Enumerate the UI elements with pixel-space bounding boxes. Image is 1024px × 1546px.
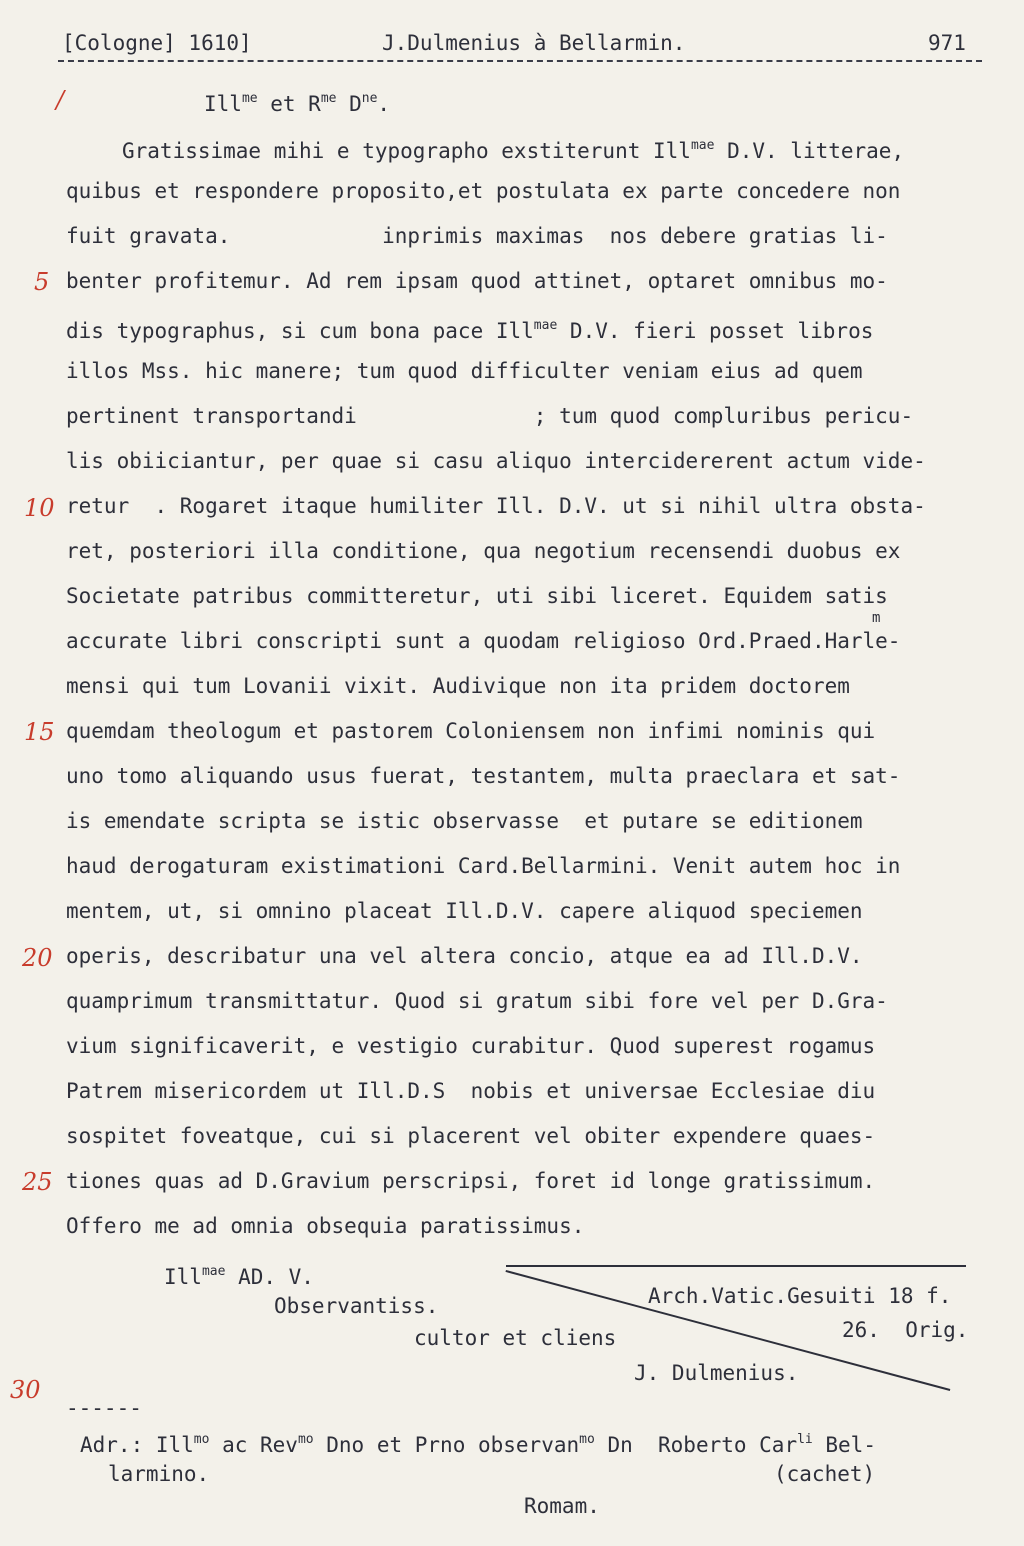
- closing-observantiss: Observantiss.: [274, 1294, 439, 1318]
- margin-number-10: 10: [24, 494, 55, 522]
- body-line-7: pertinent transportandi ; tum quod compluribus pericu-: [66, 404, 914, 428]
- margin-number-30: 30: [10, 1376, 41, 1404]
- body-line-20: quamprimum transmittatur. Quod si gratum sibi fore vel per D.Gra-: [66, 989, 888, 1013]
- archive-note-line-1: Arch.Vatic.Gesuiti 18 f.: [648, 1284, 952, 1308]
- body-line-24: tiones quas ad D.Gravium perscripsi, foret id longe gratissimum.: [66, 1169, 876, 1193]
- body-line-19: operis, describatur una vel altera concio, atque ea ad Ill.D.V.: [66, 944, 863, 968]
- body-line-3: fuit gravata. inprimis maximas nos debere gratias li-: [66, 224, 888, 248]
- header-rule: [58, 60, 982, 62]
- closing-address: Ill$^{mae}$ AD. V.: [164, 1264, 314, 1289]
- page-number: 971: [928, 31, 966, 55]
- body-line-13: mensi qui tum Lovanii vixit. Audivique non ita pridem doctorem: [66, 674, 850, 698]
- cachet-note: (cachet): [774, 1462, 876, 1486]
- body-line-8: lis obiiciantur, per quae si casu aliquo intercidererent actum vide-: [66, 449, 926, 473]
- body-line-23: sospitet foveatque, cui si placerent vel obiter expendere quaes-: [66, 1124, 876, 1148]
- body-line-17: haud derogaturam existimationi Card.Bellarmini. Venit autem hoc in: [66, 854, 901, 878]
- address-line-1: Adr.: Ill$^{mo}$ ac Rev$^{mo}$ Dno et Prno observan$^{mo}$ Dn Roberto Car$^{li}$ Bel-: [80, 1432, 876, 1457]
- destination: Romam.: [524, 1494, 600, 1518]
- body-line-5: dis typographus, si cum bona pace Ill$^{mae}$ D.V. fieri posset libros: [66, 318, 874, 343]
- body-line-18: mentem, ut, si omnino placeat Ill.D.V. capere aliquod speciemen: [66, 899, 863, 923]
- interlinear-correction: m: [872, 610, 881, 626]
- closing-cultor: cultor et cliens: [414, 1326, 617, 1350]
- body-line-10: ret, posteriori illa conditione, qua negotium recensendi duobus ex: [66, 539, 901, 563]
- margin-number-5: 5: [34, 268, 50, 296]
- body-line-11: Societate patribus committeretur, uti sibi liceret. Equidem satis: [66, 584, 888, 608]
- body-line-4: benter profitemur. Ad rem ipsam quod attinet, optaret omnibus mo-: [66, 269, 888, 293]
- separator: ------: [66, 1396, 142, 1420]
- body-line-9: retur . Rogaret itaque humiliter Ill. D.V. ut si nihil ultra obsta-: [66, 494, 926, 518]
- body-line-16: is emendate scripta se istic observasse et putare se editionem: [66, 809, 863, 833]
- body-line-14: quemdam theologum et pastorem Coloniensem non infimi nominis qui: [66, 719, 876, 743]
- body-line-12: accurate libri conscripti sunt a quodam religioso Ord.Praed.Harle-: [66, 629, 901, 653]
- header-left: [Cologne] 1610]: [62, 31, 252, 55]
- header-title: J.Dulmenius à Bellarmin.: [382, 31, 686, 55]
- body-line-15: uno tomo aliquando usus fuerat, testantem, multa praeclara et sat-: [66, 764, 901, 788]
- margin-number-15: 15: [24, 718, 55, 746]
- address-line-2: larmino.: [108, 1462, 210, 1486]
- body-line-2: quibus et respondere proposito,et postulata ex parte concedere non: [66, 179, 901, 203]
- body-line-6: illos Mss. hic manere; tum quod difficulter veniam eius ad quem: [66, 359, 863, 383]
- margin-number-1: /: [56, 86, 65, 114]
- margin-number-25: 25: [22, 1168, 53, 1196]
- signature: J. Dulmenius.: [634, 1361, 799, 1385]
- salutation: Ill$^{me}$ et $R^{me}$ $D^{ne}$.: [204, 91, 391, 116]
- stroke-top: [506, 1265, 966, 1267]
- margin-number-20: 20: [22, 944, 53, 972]
- archive-note-line-2: 26. Orig.: [842, 1318, 969, 1342]
- body-line-21: vium significaverit, e vestigio curabitur. Quod superest rogamus: [66, 1034, 876, 1058]
- body-line-1: Gratissimae mihi e typographo exstiterunt Ill$^{mae}$ D.V. litterae,: [122, 138, 905, 163]
- body-line-22: Patrem misericordem ut Ill.D.S nobis et universae Ecclesiae diu: [66, 1079, 876, 1103]
- body-line-25: Offero me ad omnia obsequia paratissimus.: [66, 1214, 585, 1238]
